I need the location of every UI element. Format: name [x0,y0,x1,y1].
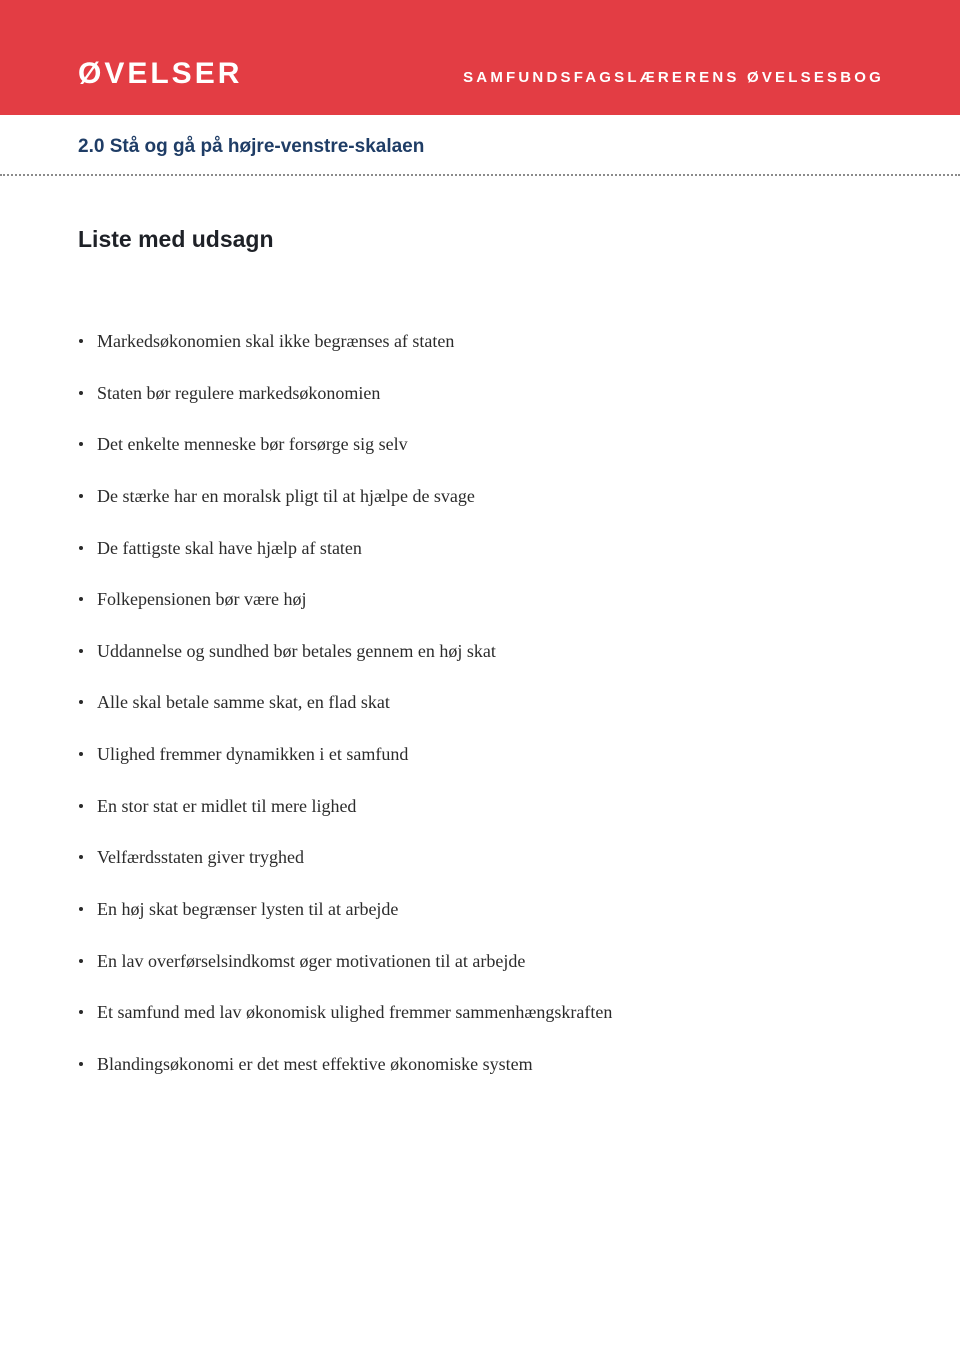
bullet-icon [79,339,83,343]
list-item-text: En stor stat er midlet til mere lighed [97,795,357,816]
bullet-icon [79,494,83,498]
list-item-text: De fattigste skal have hjælp af staten [97,537,362,558]
list-item-text: Uddannelse og sundhed bør betales gennem en høj skat [97,640,496,661]
list-item-text: Staten bør regulere markedsøkonomien [97,382,381,403]
bullet-icon [79,752,83,756]
bullet-icon [79,649,83,653]
bullet-icon [79,959,83,963]
header-subtitle: SAMFUNDSFAGSLÆRERENS ØVELSESBOG [463,69,884,86]
bullet-icon [79,855,83,859]
bullet-icon [79,907,83,911]
bullet-icon [79,391,83,395]
list-item-text: En høj skat begrænser lysten til at arbejde [97,898,399,919]
list-item-text: Folkepensionen bør være høj [97,589,307,610]
section-heading: 2.0 Stå og gå på højre-venstre-skalaen [78,136,425,157]
list-item-text: Alle skal betale samme skat, en flad skat [97,692,390,713]
list-item-text: Ulighed fremmer dynamikken i et samfund [97,744,409,764]
list-item-text: Det enkelte menneske bør forsørge sig selv [97,434,408,455]
header-title: ØVELSER [78,57,243,90]
bullet-icon [79,1062,83,1066]
bullet-icon [79,700,83,704]
bullet-icon [79,597,83,601]
bullet-icon [79,804,83,808]
list-item-text: Et samfund med lav økonomisk ulighed fremmer sammenhængskraften [97,1002,613,1023]
bullet-icon [79,1010,83,1014]
list-title: Liste med udsagn [78,226,274,252]
bullet-icon [79,546,83,550]
list-item-text: En lav overførselsindkomst øger motivationen til at arbejde [97,950,526,971]
bullet-icon [79,442,83,446]
list-item-text: Velfærdsstaten giver tryghed [97,847,304,868]
list-item-text: De stærke har en moralsk pligt til at hjælpe de svage [97,485,475,506]
list-item-text: Markedsøkonomien skal ikke begrænses af staten [97,331,455,351]
header-band [0,0,960,115]
dotted-divider [0,174,960,176]
list-item-text: Blandingsøkonomi er det mest effektive økonomiske system [97,1053,533,1074]
